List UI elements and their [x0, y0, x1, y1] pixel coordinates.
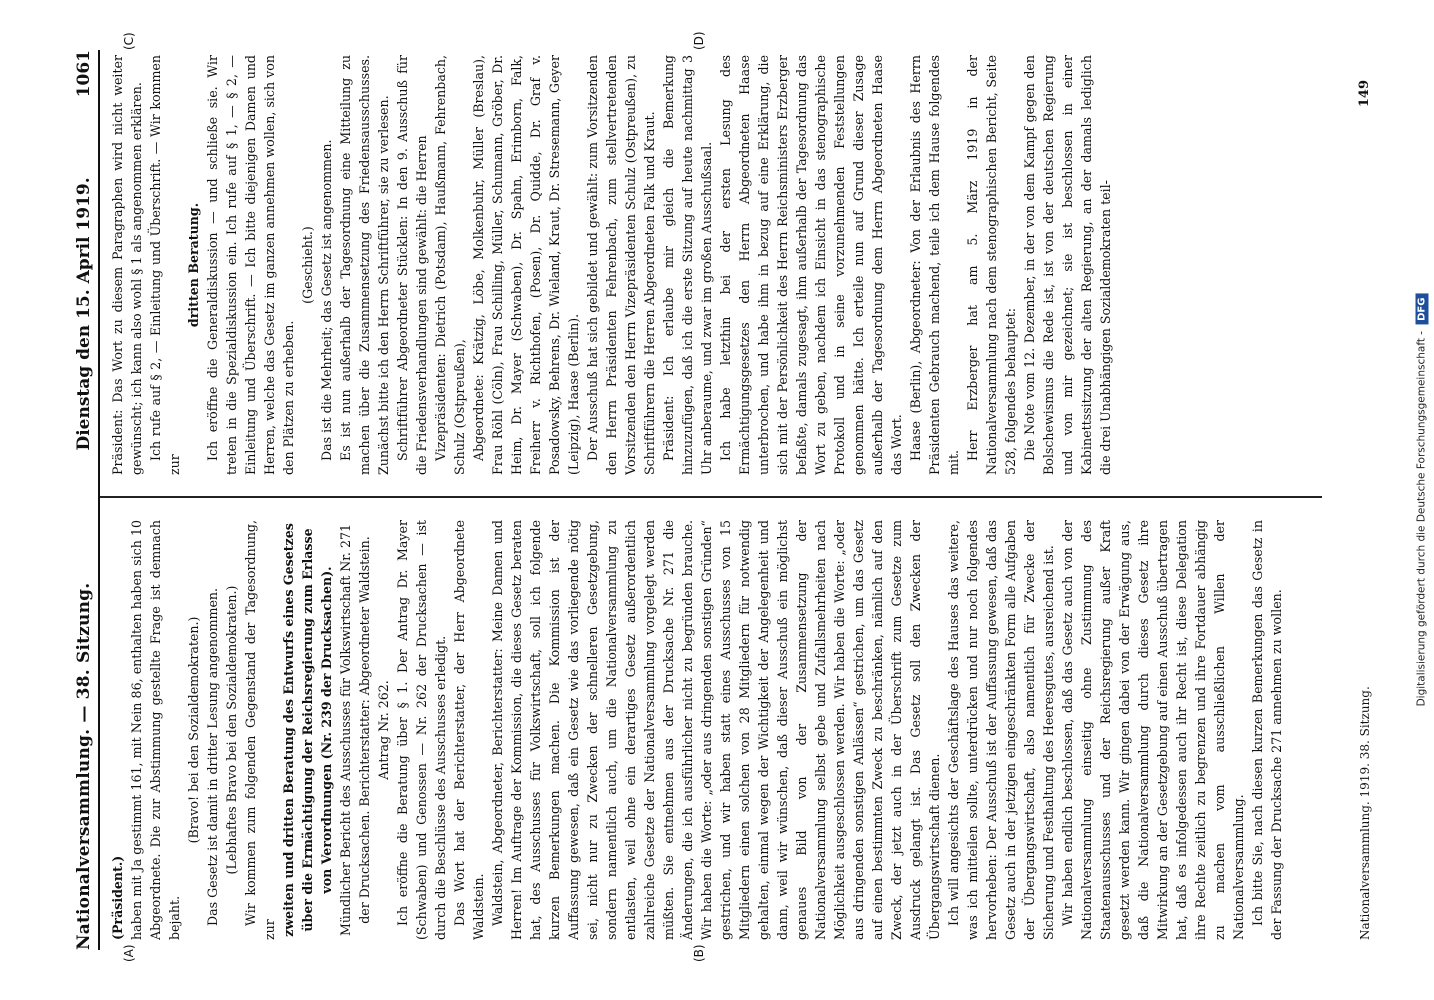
- page-footer: Nationalversammlung. 1919. 38. Sitzung.: [1358, 686, 1372, 940]
- left-paragraph: Wir kommen zum folgenden Gegenstand der Tagesordnung, zur: [243, 520, 277, 940]
- sheet-number: 149: [1357, 80, 1372, 108]
- right-paragraph: (Geschieht.): [300, 226, 315, 304]
- right-paragraph: Abgeordnete: Krätzig, Löbe, Molkenbuhr, Müller (Breslau), Frau Röhl (Cöln), Frau Schilling, Müller, Schumann, Gröber, Dr. Heim, Dr. Mayer (Schwaben), Dr. Spahn, Erimborn, Falk, Freiherr v. Richthofen, (Posen), Dr. Quidde, Dr. Graf v. Posadowsky, Behrens, Dr. Wieland, Kraut, Dr. Stresemann, Geyer (Leipzig), Haase (Berlin).: [471, 55, 581, 475]
- right-paragraph: Schriftführer Abgeordneter Stücklen: In den 9. Ausschuß für die Friedensverhandlungen sind gewählt: die Herren: [395, 55, 429, 475]
- right-paragraph: Es ist nun außerhalb der Tagesordnung eine Mitteilung zu machen über die Zusammensetzung des Friedensausschusses. Zunächst bitte ich den Herrn Schriftführer, sie zu verlesen.: [338, 55, 391, 475]
- left-paragraph: Mündlicher Bericht des Ausschusses für Volkswirtschaft Nr. 271 der Drucksachen. Berichterstatter: Abgeordneter Waldstein.: [338, 524, 372, 936]
- margin-mark-d: (D): [692, 31, 706, 50]
- left-paragraph: Antrag Nr. 262.: [376, 680, 391, 780]
- right-paragraph: Der Ausschuß hat sich gebildet und gewählt: zum Vorsitzenden den Herrn Präsidenten Fehrenbach, zum stellvertretenden Vorsitzenden den Herrn Vizepräsidenten Schulz (Ostpreußen), zu Schriftführern die Herren Abgeordneten Falk und Kraut.: [585, 55, 657, 475]
- right-paragraph: Ich habe letzthin bei der ersten Lesung des Ermächtigungsgesetzes den Herrn Abgeordneten Haase unterbrochen, und habe ihm in bezug auf eine Erklärung, die sich mit der Persönlichkeit des Herrn Reichsministers Erzberger befaßte, damals zugesagt, ihm außerhalb der Tagesordnung das Wort zu geben, nachdem ich Einsicht in das stenographische Protokoll und in seine vorzunehmenden Feststellungen genommen hätte. Ich erteile nun auf Grund dieser Zusage außerhalb der Tagesordnung dem Herrn Abgeordneten Haase das Wort.: [718, 55, 904, 475]
- left-paragraph: zweiten und dritten Beratung des Entwurfs eines Gesetzes über die Ermächtigung der Reichsregierung zum Erlasse von Verordnungen (Nr. 239 der Drucksachen).: [281, 523, 334, 937]
- header-right: [74, 50, 94, 500]
- margin-mark-a: (A): [122, 944, 136, 962]
- left-paragraph: (Bravo! bei den Sozialdemokraten.): [186, 616, 201, 844]
- right-paragraph: Ich rufe auf § 2, — Einleitung und Überschrift. — Wir kommen zur: [148, 55, 182, 475]
- dfg-logo: DFG: [1416, 294, 1429, 325]
- right-paragraph: Die Note vom 12. Dezember, in der von dem Kampf gegen den Bolschewismus die Rede ist, ist von der deutschen Regierung und von mir gezeichnet; sie ist beschlossen in einer Kabinettssitzung der alten Regierung, an der damals lediglich die drei Unabhängigen Sozialdemokraten teil-: [1022, 55, 1113, 475]
- left-paragraph: Ich will angesichts der Geschäftslage des Hauses das weitere, was ich mitteilen sollte, unterdrücken und nur noch folgendes hervorheben: Der Ausschuß ist der Auffassung gewesen, daß das Gesetz auch in der jetzigen eingeschränkten Form alle Aufgaben der Übergangswirtschaft, also namentlich für Zwecke der Sicherung und Festhaltung des Heeresgutes, ausreichend ist.: [946, 520, 1056, 940]
- right-paragraph: Ich eröffne die Generaldiskussion — und schließe sie. Wir treten in die Spezialdiskussion ein. Ich rufe auf § 1, — § 2, — Einleitung und Überschrift. — Ich bitte diejenigen Damen und Herren, welche das Gesetz im ganzen annehmen wollen, sich von den Plätzen zu erheben.: [205, 55, 296, 475]
- right-paragraph: Präsident: Das Wort zu diesem Paragraphen wird nicht weiter gewünscht; ich kann also wohl § 1 als angenommen erklären.: [110, 55, 144, 475]
- left-paragraph: Das Gesetz ist damit in dritter Lesung angenommen.: [205, 587, 220, 926]
- right-paragraph: dritten Beratung.: [186, 202, 201, 328]
- page-header: [60, 50, 100, 950]
- margin-mark-b: (B): [692, 944, 706, 962]
- right-paragraph: Vizepräsidenten: Dietrich (Potsdam), Haußmann, Fehrenbach, Schulz (Ostpreußen),: [433, 55, 467, 475]
- right-paragraph: Das ist die Mehrheit; das Gesetz ist angenommen.: [319, 139, 334, 461]
- left-column: [108, 520, 1352, 940]
- right-paragraph: Herr Erzberger hat am 5. März 1919 in der Nationalversammlung nach dem stenographischen Bericht, Seite 528, folgendes behauptet:: [965, 55, 1018, 475]
- left-paragraph: (Präsident.): [110, 855, 125, 940]
- left-paragraph: haben mit Ja gestimmt 161, mit Nein 86, enthalten haben sich 10 Abgeordnete. Die zur Abstimmung gestellte Frage ist demnach bejaht.: [129, 520, 182, 940]
- left-paragraph: Ich eröffne die Beratung über § 1. Der Antrag Dr. Mayer (Schwaben) und Genossen — Nr. 262 der Drucksachen — ist durch die Beschlüsse des Ausschusses erledigt.: [395, 520, 448, 940]
- header-date: Dienstag den 15. April 1919.: [74, 177, 94, 451]
- page-number: 1061: [74, 50, 94, 98]
- margin-mark-c: (C): [122, 32, 136, 50]
- right-paragraph: Haase (Berlin), Abgeordneter: Von der Erlaubnis des Herrn Präsidenten Gebrauch machend, teile ich dem Hause folgendes mit.: [908, 55, 961, 475]
- side-credit-text: [1416, 294, 1429, 707]
- left-paragraph: Wir haben endlich beschlossen, daß das Gesetz auch von der Nationalversammlung einseitig ohne Zustimmung des Staatenausschusses und der Reichsregierung außer Kraft gesetzt werden kann. Wir gingen dabei von der Erwägung aus, daß die Nationalversammlung durch dieses Gesetz ihre Mitwirkung an der Gesetzgebung auf einen Ausschuß übertragen hat, daß es infolgedessen auch ihr Recht ist, diese Delegation ihre Rechte zeitlich zu begrenzen und ihre Fortdauer abhängig zu machen vom ausschließlichen Willen der Nationalversammlung.: [1060, 520, 1246, 940]
- rotated-page: [52, 20, 1382, 980]
- left-paragraph: Waldstein, Abgeordneter, Berichterstatter: Meine Damen und Herren! Im Auftrage der Kommission, die dieses Gesetz beraten hat, des Ausschusses für Volkswirtschaft, soll ich folgende kurzen Bemerkungen machen. Die Kommission ist der Auffassung gewesen, daß ein Gesetz wie das vorliegende nötig sei, nicht nur zu Zwecken der schnelleren Gesetzgebung, sondern namentlich auch, um die Nationalversammlung zu entlasten, weil ohne ein derartiges Gesetz außerordentlich zahlreiche Gesetze der Nationalversammlung vorgelegt werden müßten. Sie entnehmen aus der Drucksache Nr. 271 die Änderungen, die ich ausführlicher nicht zu begründen brauche. Wir haben die Worte: „oder aus dringenden sonstigen Gründen“ gestrichen, und wir haben statt eines Ausschusses von 15 Mitgliedern einen solchen von 28 Mitgliedern für notwendig gehalten, einmal wegen der Wichtigkeit der Angelegenheit und dann, weil wir wünschen, daß dieser Ausschuß ein möglichst genaues Bild von der Zusammensetzung der Nationalversammlung selbst gebe und Zufallsmehrheiten nach Möglichkeit ausgeschlossen werden. Wir haben die Worte: „oder aus dringenden sonstigen Anlässen“ gestrichen, um das Gesetz auf einen bestimmten Zweck zu beschränken, nämlich auf den Zweck, der jetzt auch in der Überschrift zum Gesetze zum Ausdruck gelangt ist. Das Gesetz soll den Zwecken der Übergangswirtschaft dienen.: [490, 520, 942, 940]
- left-paragraph: Das Wort hat der Berichterstatter, der Herr Abgeordnete Waldstein.: [452, 520, 486, 940]
- left-paragraph: Ich bitte Sie, nach diesen kurzen Bemerkungen das Gesetz in der Fassung der Drucksache 271 annehmen zu wollen.: [1250, 520, 1284, 940]
- column-divider: [100, 496, 1322, 498]
- right-column: [108, 55, 1352, 475]
- left-paragraph: (Lebhaftes Bravo bei den Sozialdemokraten.): [224, 585, 239, 875]
- header-title: Nationalversammlung. — 38. Sitzung.: [74, 582, 94, 950]
- digitization-note: Digitalisierung gefördert durch die Deutsche Forschungsgemeinschaft -: [1415, 330, 1428, 707]
- side-credit: [1414, 10, 1430, 990]
- right-paragraph: Präsident: Ich erlaube mir gleich die Bemerkung hinzuzufügen, daß ich die erste Sitzung auf heute nachmittag 3 Uhr anberaume, und zwar im großen Ausschußsaal.: [661, 55, 714, 475]
